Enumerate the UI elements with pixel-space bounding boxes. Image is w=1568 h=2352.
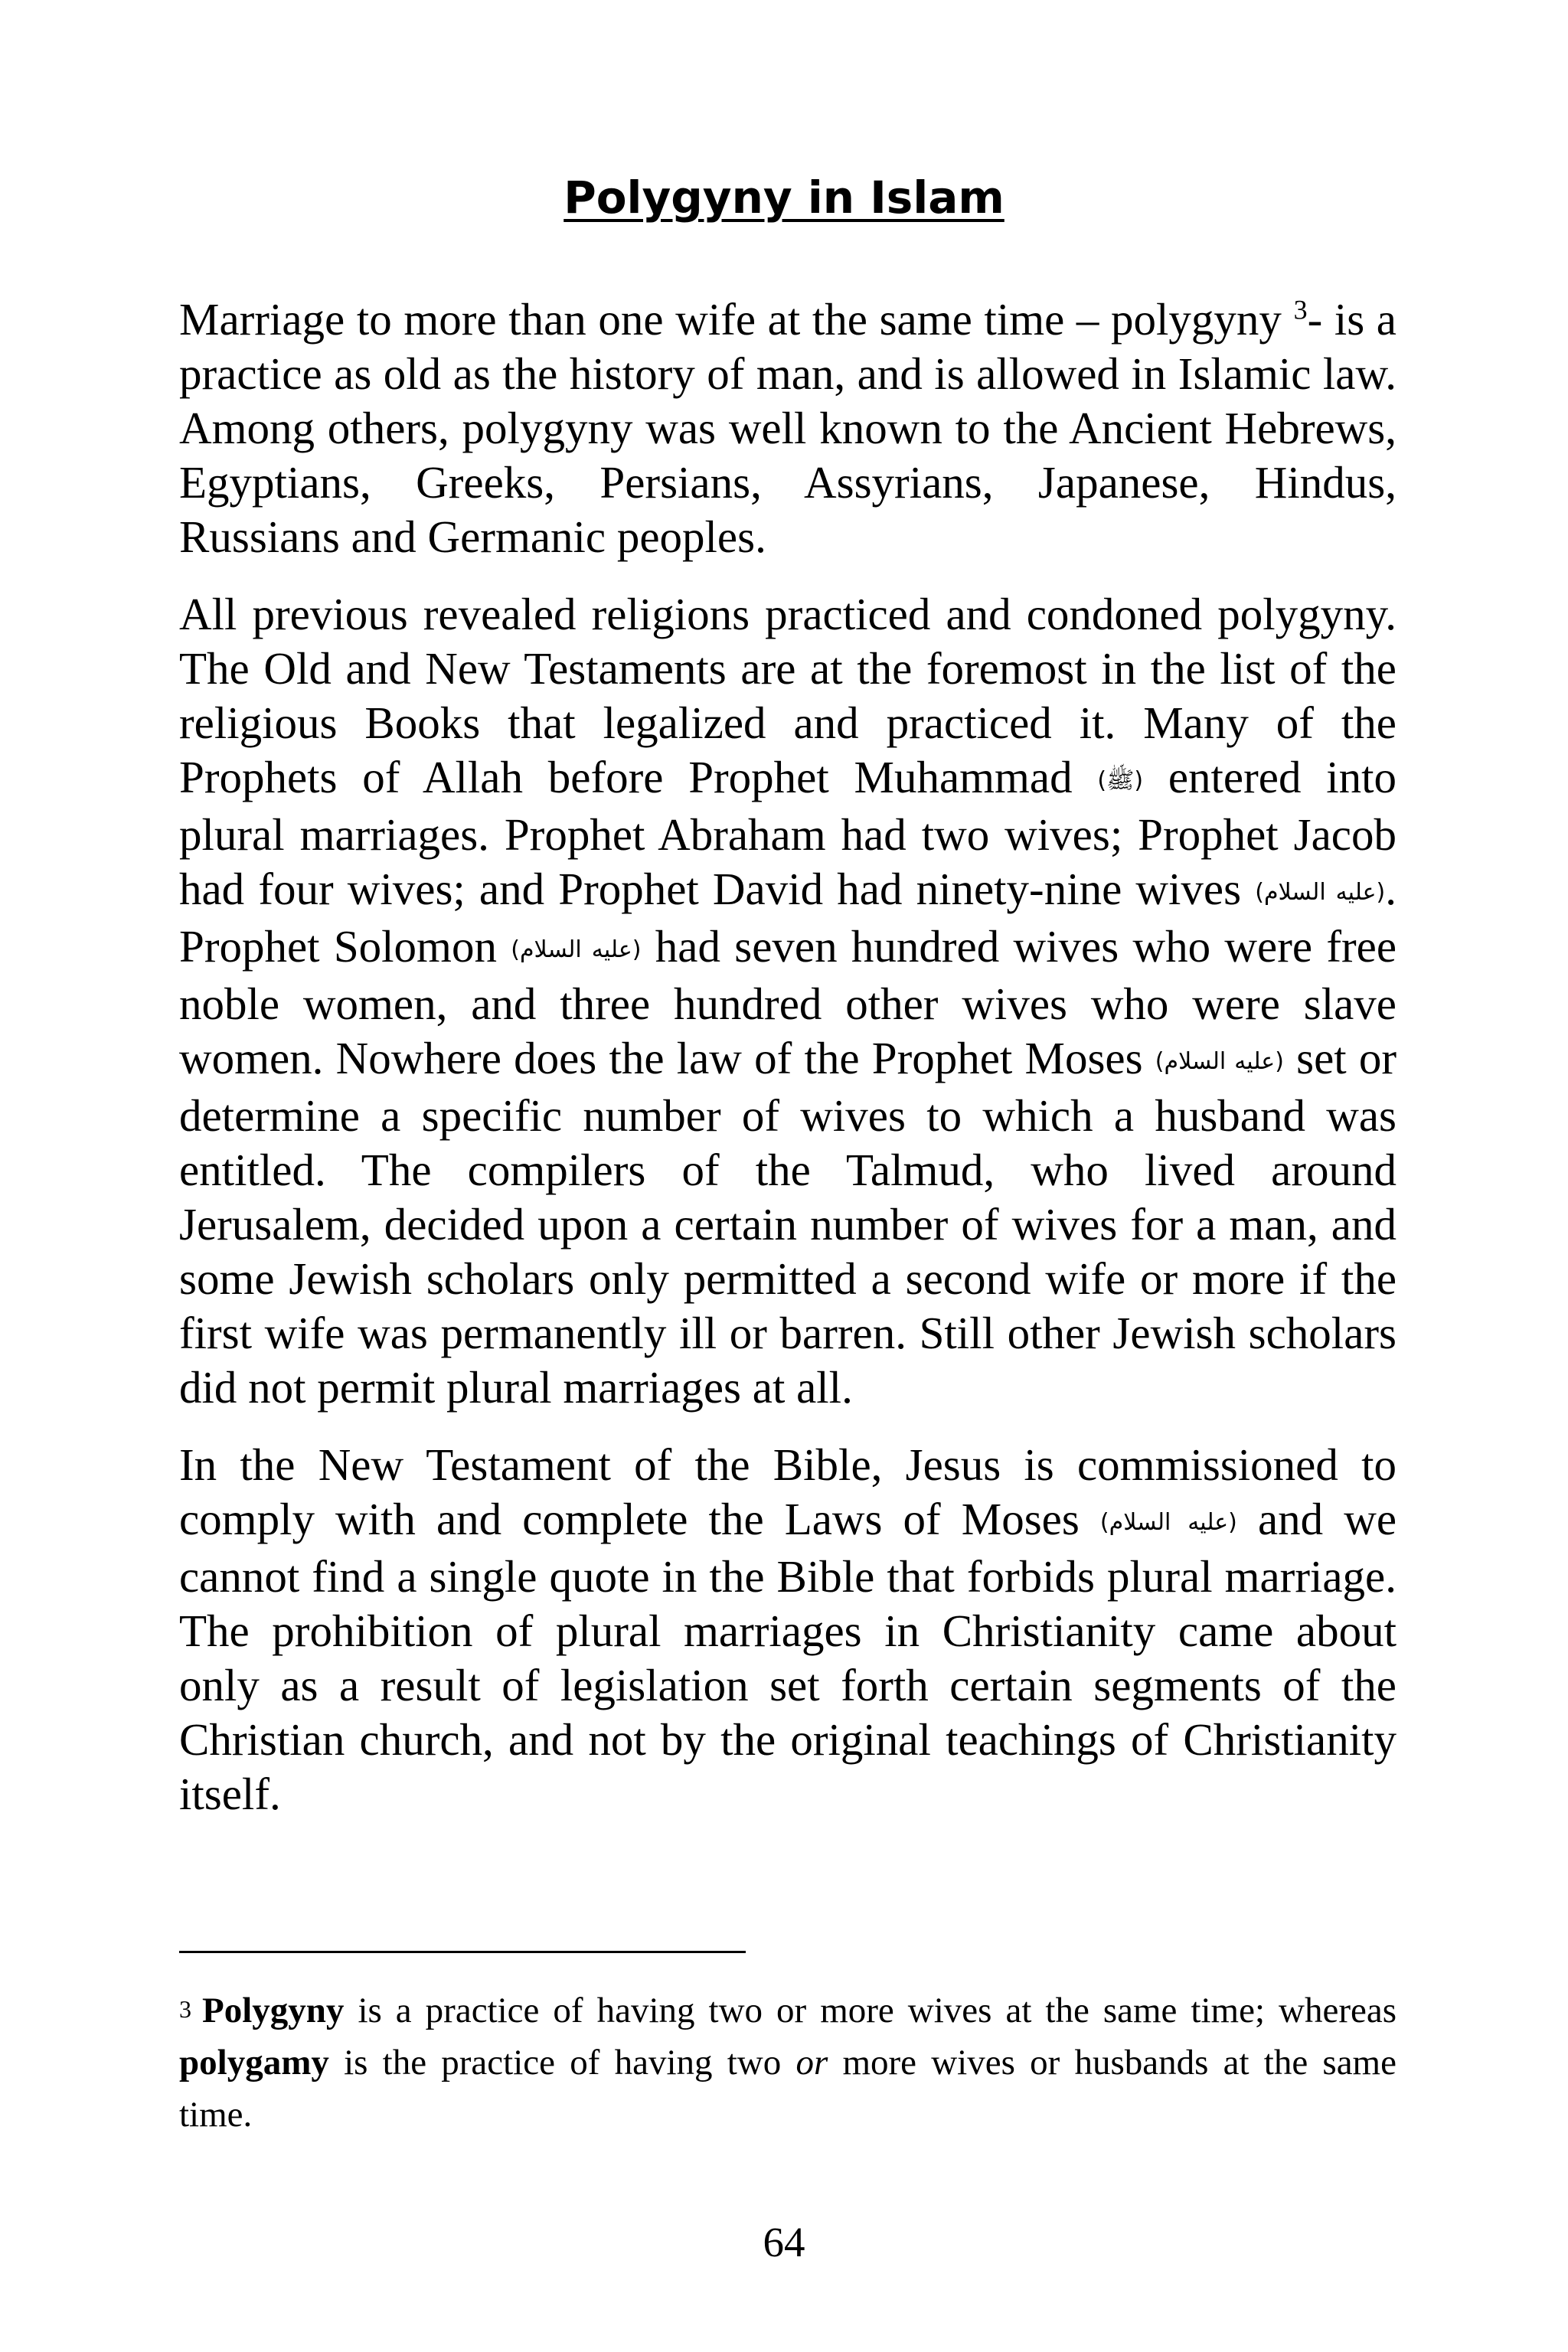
paragraph-2-text-b: entered into plural marriages. Prophet Abraham had two wives; Prophet Jacob had four wives; and Prophet David had ninety-nine wives	[179, 752, 1396, 914]
body-text	[179, 292, 1396, 1844]
paragraph-2-text-c: . Prophet Solomon	[179, 864, 1397, 972]
footnote-text-3: more wives or husbands at the same time.	[179, 2043, 1396, 2135]
paragraph-2-text-a: All previous revealed religions practiced and condoned polygyny. The Old and New Testaments are at the foremost in the list of the religious Books that legalized and practiced it. Many of the Prophets of Allah before Prophet Muhammad	[179, 589, 1396, 802]
footnote-reference[interactable]: 3	[1293, 294, 1308, 325]
paragraph-3-text-a: In the New Testament of the Bible, Jesus is commissioned to comply with and complete the Laws of Moses	[179, 1439, 1396, 1544]
footnote-text-2: is the practice of having two	[328, 2043, 796, 2082]
paragraph-2	[179, 587, 1396, 1415]
paragraph-3-text-b: and we cannot find a single quote in the Bible that forbids plural marriage. The prohibition of plural marriages in Christianity came about only as a result of legislation set forth certain segments of the Christian church, and not by the original teachings of Christianity itself.	[179, 1494, 1397, 1819]
page-title: Polygyny in Islam	[564, 172, 1004, 224]
paragraph-2-text-d: had seven hundred wives who were free noble women, and three hundred other wives who were slave women. Nowhere does the law of the Prophet Moses	[179, 921, 1397, 1083]
footnote-italic-or: or	[795, 2043, 828, 2082]
paragraph-1-text-b: - is a practice as old as the history of man, and is allowed in Islamic law. Among others, polygyny was well known to the Ancient Hebrews, Egyptians, Greeks, Persians, Assyrians, Japanese, Hindus, Russians and Germanic peoples.	[179, 294, 1396, 562]
page-number: 64	[763, 2219, 805, 2265]
honorific-peace-icon: (عليه السلام)	[511, 936, 642, 963]
paragraph-2-text-e: set or determine a specific number of wives to which a husband was entitled. The compilers of the Talmud, who lived around Jerusalem, decided upon a certain number of wives for a man, and some Jewish scholars only permitted a second wife or more if the first wife was permanently ill or barren. Still other Jewish scholars did not permit plural marriages at all.	[179, 1033, 1397, 1413]
footnote-mark: 3	[179, 1995, 191, 2023]
footnote	[179, 1983, 1396, 2141]
paragraph-3	[179, 1438, 1396, 1821]
footnote-term-polygyny: Polygyny	[202, 1991, 345, 2030]
honorific-peace-icon: (عليه السلام)	[1099, 1509, 1237, 1536]
honorific-salutation-icon: (ﷺ)	[1097, 767, 1144, 794]
paragraph-1-text-a: Marriage to more than one wife at the same time – polygyny	[179, 294, 1294, 345]
honorific-peace-icon: (عليه السلام)	[1255, 879, 1386, 906]
footnote-text-1: is a practice of having two or more wives at the same time; whereas	[344, 1991, 1396, 2030]
paragraph-1	[179, 292, 1396, 564]
footnote-divider	[179, 1951, 746, 1953]
footnote-term-polygamy: polygamy	[179, 2043, 329, 2082]
honorific-peace-icon: (عليه السلام)	[1155, 1048, 1284, 1075]
